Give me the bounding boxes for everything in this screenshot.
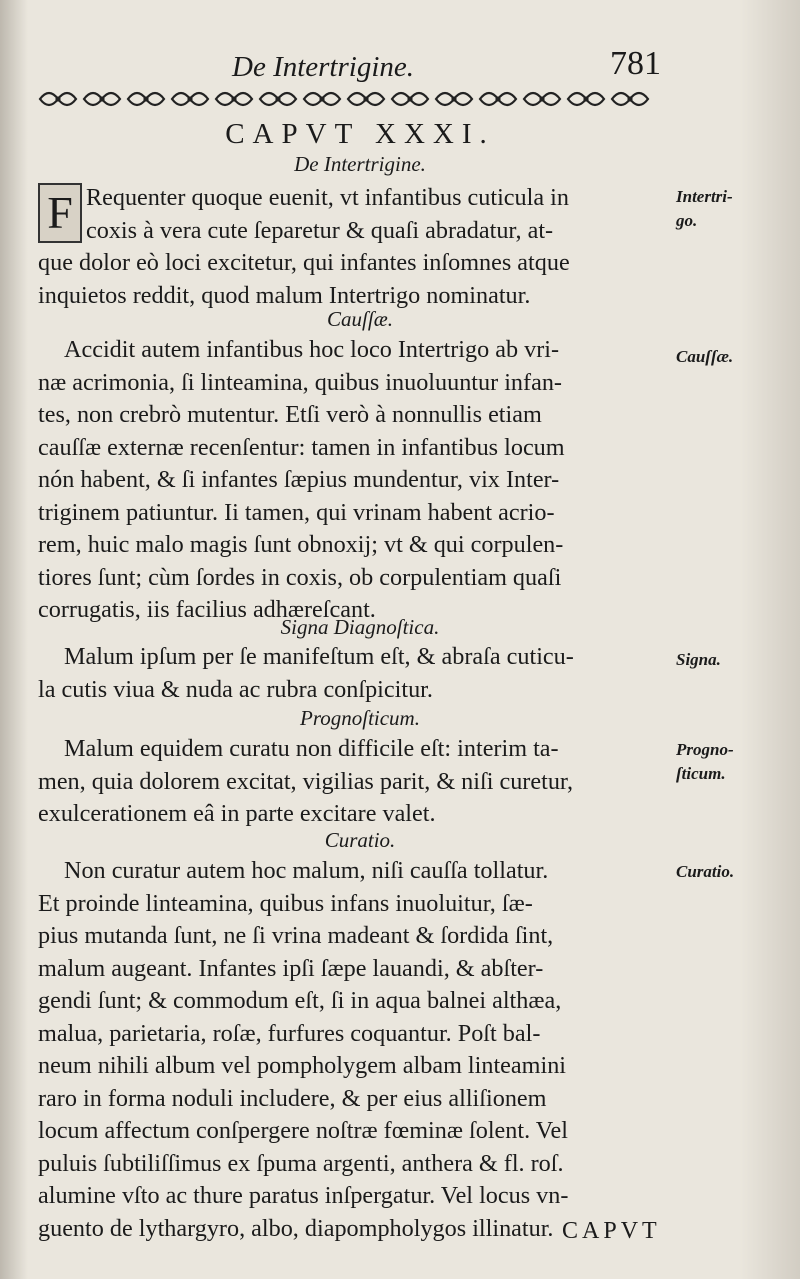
text-line: Accidit autem infantibus hoc loco Intertrigo ab vri- xyxy=(64,336,560,363)
text-line: cauſſæ externæ recenſentur: tamen in infantibus locum xyxy=(38,433,565,461)
text-line: pius mutanda ſunt, ne ſi vrina madeant & ſordida ſint, xyxy=(38,922,554,949)
heading-signa: Signa Diagnoſtica. xyxy=(280,615,440,639)
page-edge-shadow xyxy=(740,0,800,1279)
text-line: tiores ſunt; cùm ſordes in coxis, ob corpulentiam quaſi xyxy=(38,563,562,591)
marginal-note-causae: Cauſſæ. xyxy=(676,347,734,366)
text-line: nón habent, & ſi infantes ſæpius mundentur, vix Inter- xyxy=(38,466,560,493)
paragraph-curatio xyxy=(38,855,666,1245)
text-line: gendi ſunt; & commodum eſt, ſi in aqua balnei althæa, xyxy=(38,987,562,1014)
paragraph-signa xyxy=(38,641,666,706)
running-head xyxy=(0,45,800,89)
text-line: coxis à vera cute ſeparetur & quaſi abradatur, at- xyxy=(86,216,554,244)
heading-prognosticum: Prognoſticum. xyxy=(300,706,420,730)
text-line: Malum ipſum per ſe manifeſtum eſt, & abraſa cuticu- xyxy=(64,643,574,670)
marginal-line: Intertri- xyxy=(676,187,733,206)
marginal-note-prognosticum xyxy=(676,738,734,786)
text-line: Requenter quoque euenit, vt infantibus cuticula in xyxy=(86,184,569,211)
marginal-line: go. xyxy=(676,211,698,230)
text-line: tes, non crebrò mutentur. Etſi verò à nonnullis etiam xyxy=(38,401,542,428)
chapter-subtitle: De Intertrigine. xyxy=(294,152,426,176)
text-line: malum augeant. Infantes ipſi ſæpe lauandi, & abſter- xyxy=(38,954,544,982)
paragraph-causae xyxy=(38,334,666,627)
text-line: Malum equidem curatu non difficile eſt: interim ta- xyxy=(64,735,559,762)
running-head-title: De Intertrigine. xyxy=(232,51,415,83)
text-line: neum nihili album vel pompholygem albam linteamini xyxy=(38,1052,567,1079)
text-line: alumine vſto ac thure paratus inſpergatur. Vel locus vn- xyxy=(38,1182,569,1209)
marginal-note-signa: Signa. xyxy=(676,650,721,669)
text-line: Non curatur autem hoc malum, niſi cauſſa tollatur. xyxy=(64,857,549,884)
marginal-note-intertrigo xyxy=(676,185,733,233)
paragraph-definition xyxy=(38,182,666,312)
text-line: men, quia dolorem excitat, vigilias parit, & niſi curetur, xyxy=(38,767,574,795)
text-line: corrugatis, iis facilius adhæreſcant. xyxy=(38,596,376,623)
text-line: Et proinde linteamina, quibus infans inuoluitur, ſæ- xyxy=(38,889,533,917)
initial-letter: F xyxy=(47,187,73,238)
marginal-note-curatio: Curatio. xyxy=(676,862,735,881)
marginal-line: ſticum. xyxy=(676,764,726,783)
paragraph-prognosticum xyxy=(38,733,666,831)
text-line: inquietos reddit, quod malum Intertrigo nominatur. xyxy=(38,281,531,309)
text-line: locum affectum conſpergere noſtræ fœminæ ſolent. Vel xyxy=(38,1117,568,1144)
marginal-line: Progno- xyxy=(676,740,734,759)
text-line: rem, huic malo magis ſunt obnoxij; vt & qui corpulen- xyxy=(38,531,564,558)
text-line: que dolor eò loci excitetur, qui infantes inſomnes atque xyxy=(38,249,570,276)
page-number: 781 xyxy=(610,45,661,82)
text-line: guento de lythargyro, albo, diapompholygos illinatur. xyxy=(38,1214,554,1242)
text-line: puluis ſubtiliſſimus ex ſpuma argenti, anthera & fl. roſ. xyxy=(38,1149,564,1177)
text-line: triginem patiuntur. Ii tamen, qui vrinam habent acrio- xyxy=(38,498,555,526)
chapter-title: CAPVT XXXI. xyxy=(225,118,495,150)
text-line: exulcerationem eâ in parte excitare valet. xyxy=(38,800,436,827)
text-line: malua, parietaria, roſæ, furfures coquantur. Poſt bal- xyxy=(38,1019,541,1047)
text-line: la cutis viua & nuda ac rubra conſpicitur. xyxy=(38,675,433,703)
heading-causae: Cauſſæ. xyxy=(327,307,393,331)
heading-curatio: Curatio. xyxy=(324,828,396,852)
text-line: raro in forma noduli includere, & per eius alliſionem xyxy=(38,1084,547,1112)
printer-ornament-band-icon xyxy=(38,88,658,110)
catchword: CAPVT xyxy=(562,1218,661,1244)
text-line: næ acrimonia, ſi linteamina, quibus inuoluuntur infan- xyxy=(38,368,562,396)
